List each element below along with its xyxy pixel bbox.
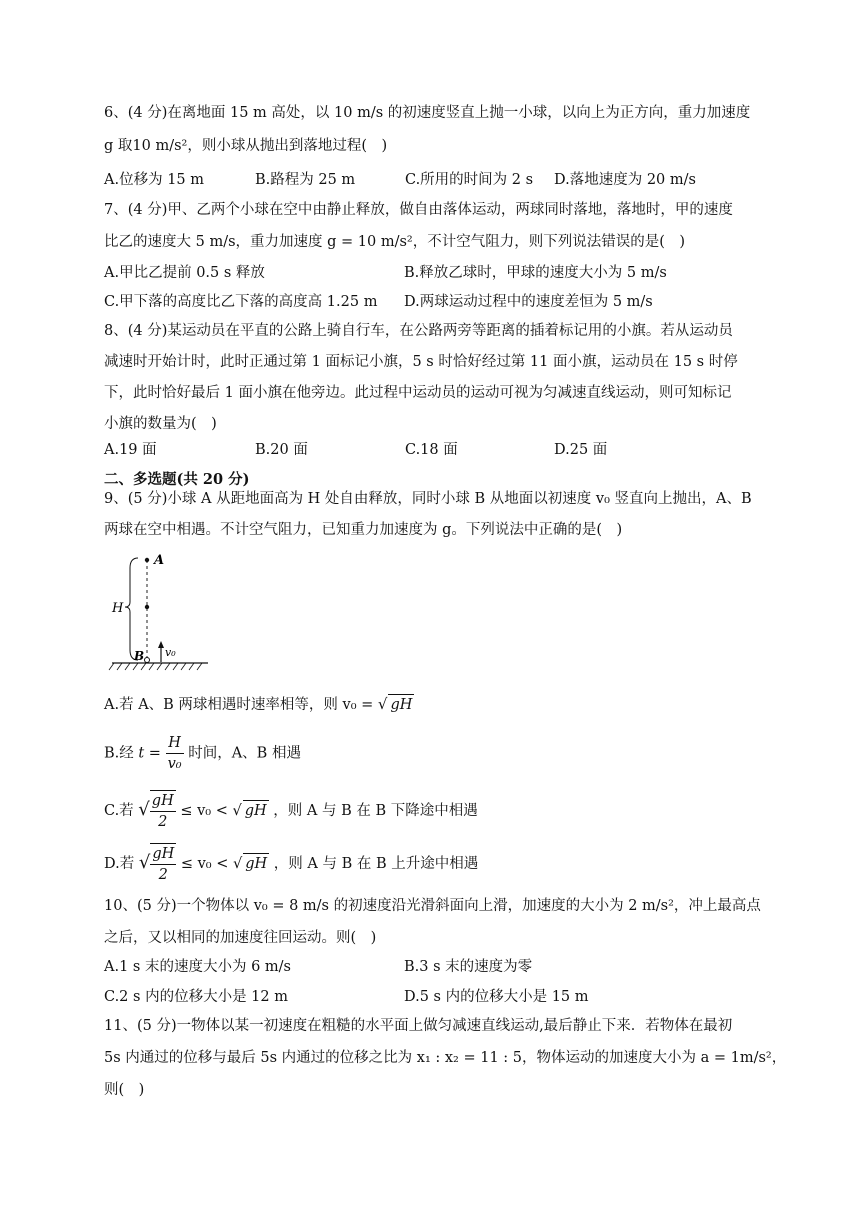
q9-option-a-radicand: gH bbox=[388, 694, 414, 715]
q9-option-d-den: 2 bbox=[158, 867, 168, 883]
q9-option-b-suffix: 时间，A、B 相遇 bbox=[188, 745, 301, 762]
q6-option-b: B.路程为 25 m bbox=[255, 172, 356, 188]
arrow-head-icon bbox=[158, 641, 164, 648]
q9-option-c-fraction bbox=[150, 790, 176, 832]
label-h: H bbox=[112, 601, 124, 616]
section-heading-multi-choice: 二、多选题(共 20 分) bbox=[104, 471, 250, 488]
label-v0: v₀ bbox=[165, 646, 176, 659]
q9-option-d-suffix: ，则 A 与 B 在 B 上升途中相遇 bbox=[273, 856, 479, 872]
q8-line2: 减速时开始计时，此时正通过第 1 面标记小旗，5 s 时恰好经过第 11 面小旗，运动员在 15 s 时停 bbox=[104, 354, 738, 370]
q6-option-a: A.位移为 15 m bbox=[104, 172, 204, 188]
q9-option-c-num: gH bbox=[150, 791, 176, 812]
q9-option-c: C.若 √ $\frac{gH}{2}$ ≤ v₀ < √ gH ，则 A 与 B 在 B 下降途中相遇 bbox=[104, 790, 478, 832]
free-fall-diagram bbox=[104, 546, 210, 674]
q9-option-d-fraction bbox=[150, 843, 176, 885]
q10-option-c: C.2 s 内的位移大小是 12 m bbox=[104, 989, 288, 1005]
q6-option-c: C.所用的时间为 2 s bbox=[405, 172, 534, 188]
q9-option-d-prefix: D.若 bbox=[104, 856, 135, 872]
q6-line2: g 取10 m/s²，则小球从抛出到落地过程( ) bbox=[104, 138, 388, 154]
q7-option-a: A.甲比乙提前 0.5 s 释放 bbox=[104, 265, 265, 281]
q8-option-b: B.20 面 bbox=[255, 442, 308, 458]
q9-option-c-prefix: C.若 bbox=[104, 803, 134, 819]
q9-option-b-t: t = bbox=[138, 745, 161, 762]
q9-option-d: D.若 √ $\frac{gH}{2}$ ≤ v₀ < √ gH ，则 A 与 B 在 B 上升途中相遇 bbox=[104, 843, 478, 885]
q9-option-b-fraction bbox=[166, 733, 184, 774]
q7-option-d: D.两球运动过程中的速度差恒为 5 m/s bbox=[404, 294, 653, 310]
q9-option-d-radicand: gH bbox=[243, 853, 269, 874]
height-brace bbox=[125, 558, 138, 660]
q9-option-a: A.若 A、B 两球相遇时速率相等，则 v₀ = √ gH bbox=[104, 695, 413, 713]
q9-option-b-num: H bbox=[166, 733, 184, 754]
q11-line2: 5s 内通过的位移与最后 5s 内通过的位移之比为 x₁ : x₂ = 11 : 5，物体运动的加速度大小为 a = 1m/s²， bbox=[104, 1050, 787, 1066]
q11-line3: 则( ) bbox=[104, 1082, 145, 1098]
q9-option-d-mid: ≤ v₀ < bbox=[180, 856, 229, 872]
q9-line1: 9、(5 分)小球 A 从距地面高为 H 处自由释放，同时小球 B 从地面以初速度 v₀ 竖直向上抛出，A、B bbox=[104, 491, 752, 507]
q9-option-b-den: v₀ bbox=[167, 756, 182, 772]
q9-option-c-suffix: ，则 A 与 B 在 B 下降途中相遇 bbox=[273, 803, 478, 819]
q7-line2: 比乙的速度大 5 m/s，重力加速度 g = 10 m/s²，不计空气阻力，则下列说法错误的是( ) bbox=[104, 234, 686, 250]
q10-option-b: B.3 s 末的速度为零 bbox=[404, 959, 533, 975]
q8-option-d: D.25 面 bbox=[554, 442, 608, 458]
ground-hatching bbox=[109, 663, 202, 670]
q11-line1: 11、(5 分)一物体以某一初速度在粗糙的水平面上做匀减速直线运动,最后静止下来．若物体在最初 bbox=[104, 1018, 733, 1034]
q6-option-d: D.落地速度为 20 m/s bbox=[554, 172, 696, 188]
q9-line2: 两球在空中相遇。不计空气阻力，已知重力加速度为 g。下列说法中正确的是( ) bbox=[104, 522, 623, 538]
ball-a-dot bbox=[145, 558, 149, 562]
q9-option-d-num: gH bbox=[150, 844, 176, 865]
label-b: B bbox=[134, 649, 145, 663]
q9-figure bbox=[104, 546, 210, 674]
meeting-point-dot bbox=[145, 605, 149, 609]
q7-option-c: C.甲下落的高度比乙下落的高度高 1.25 m bbox=[104, 294, 378, 310]
ball-b-circle bbox=[145, 658, 150, 663]
q8-line4: 小旗的数量为( ) bbox=[104, 416, 217, 432]
q10-option-a: A.1 s 末的速度大小为 6 m/s bbox=[104, 959, 291, 975]
q8-option-c: C.18 面 bbox=[405, 442, 458, 458]
q9-option-c-mid: ≤ v₀ < bbox=[180, 803, 228, 819]
q9-option-b bbox=[104, 733, 301, 774]
q8-line1: 8、(4 分)某运动员在平直的公路上骑自行车，在公路两旁等距离的插着标记用的小旗。若从运动员 bbox=[104, 323, 733, 339]
q10-line1: 10、(5 分)一个物体以 v₀ = 8 m/s 的初速度沿光滑斜面向上滑，加速度的大小为 2 m/s²，冲上最高点 bbox=[104, 898, 761, 914]
q10-line2: 之后，又以相同的加速度往回运动。则( ) bbox=[104, 930, 377, 946]
q6-line1: 6、(4 分)在离地面 15 m 高处，以 10 m/s 的初速度竖直上抛一小球，以向上为正方向，重力加速度 bbox=[104, 105, 751, 121]
q8-line3: 下，此时恰好最后 1 面小旗在他旁边。此过程中运动员的运动可视为匀减速直线运动，则可知标记 bbox=[104, 385, 732, 401]
q7-line1: 7、(4 分)甲、乙两个小球在空中由静止释放，做自由落体运动，两球同时落地，落地时，甲的速度 bbox=[104, 202, 733, 218]
q9-option-c-radicand: gH bbox=[243, 800, 269, 821]
q9-option-c-den: 2 bbox=[158, 814, 168, 830]
q9-option-a-text: A.若 A、B 两球相遇时速率相等，则 v₀ = bbox=[104, 697, 374, 713]
label-a: A bbox=[154, 553, 165, 568]
q8-option-a: A.19 面 bbox=[104, 442, 157, 458]
q10-option-d: D.5 s 内的位移大小是 15 m bbox=[404, 989, 589, 1005]
q7-option-b: B.释放乙球时，甲球的速度大小为 5 m/s bbox=[404, 265, 667, 281]
q9-option-b-prefix: B.经 bbox=[104, 745, 134, 762]
